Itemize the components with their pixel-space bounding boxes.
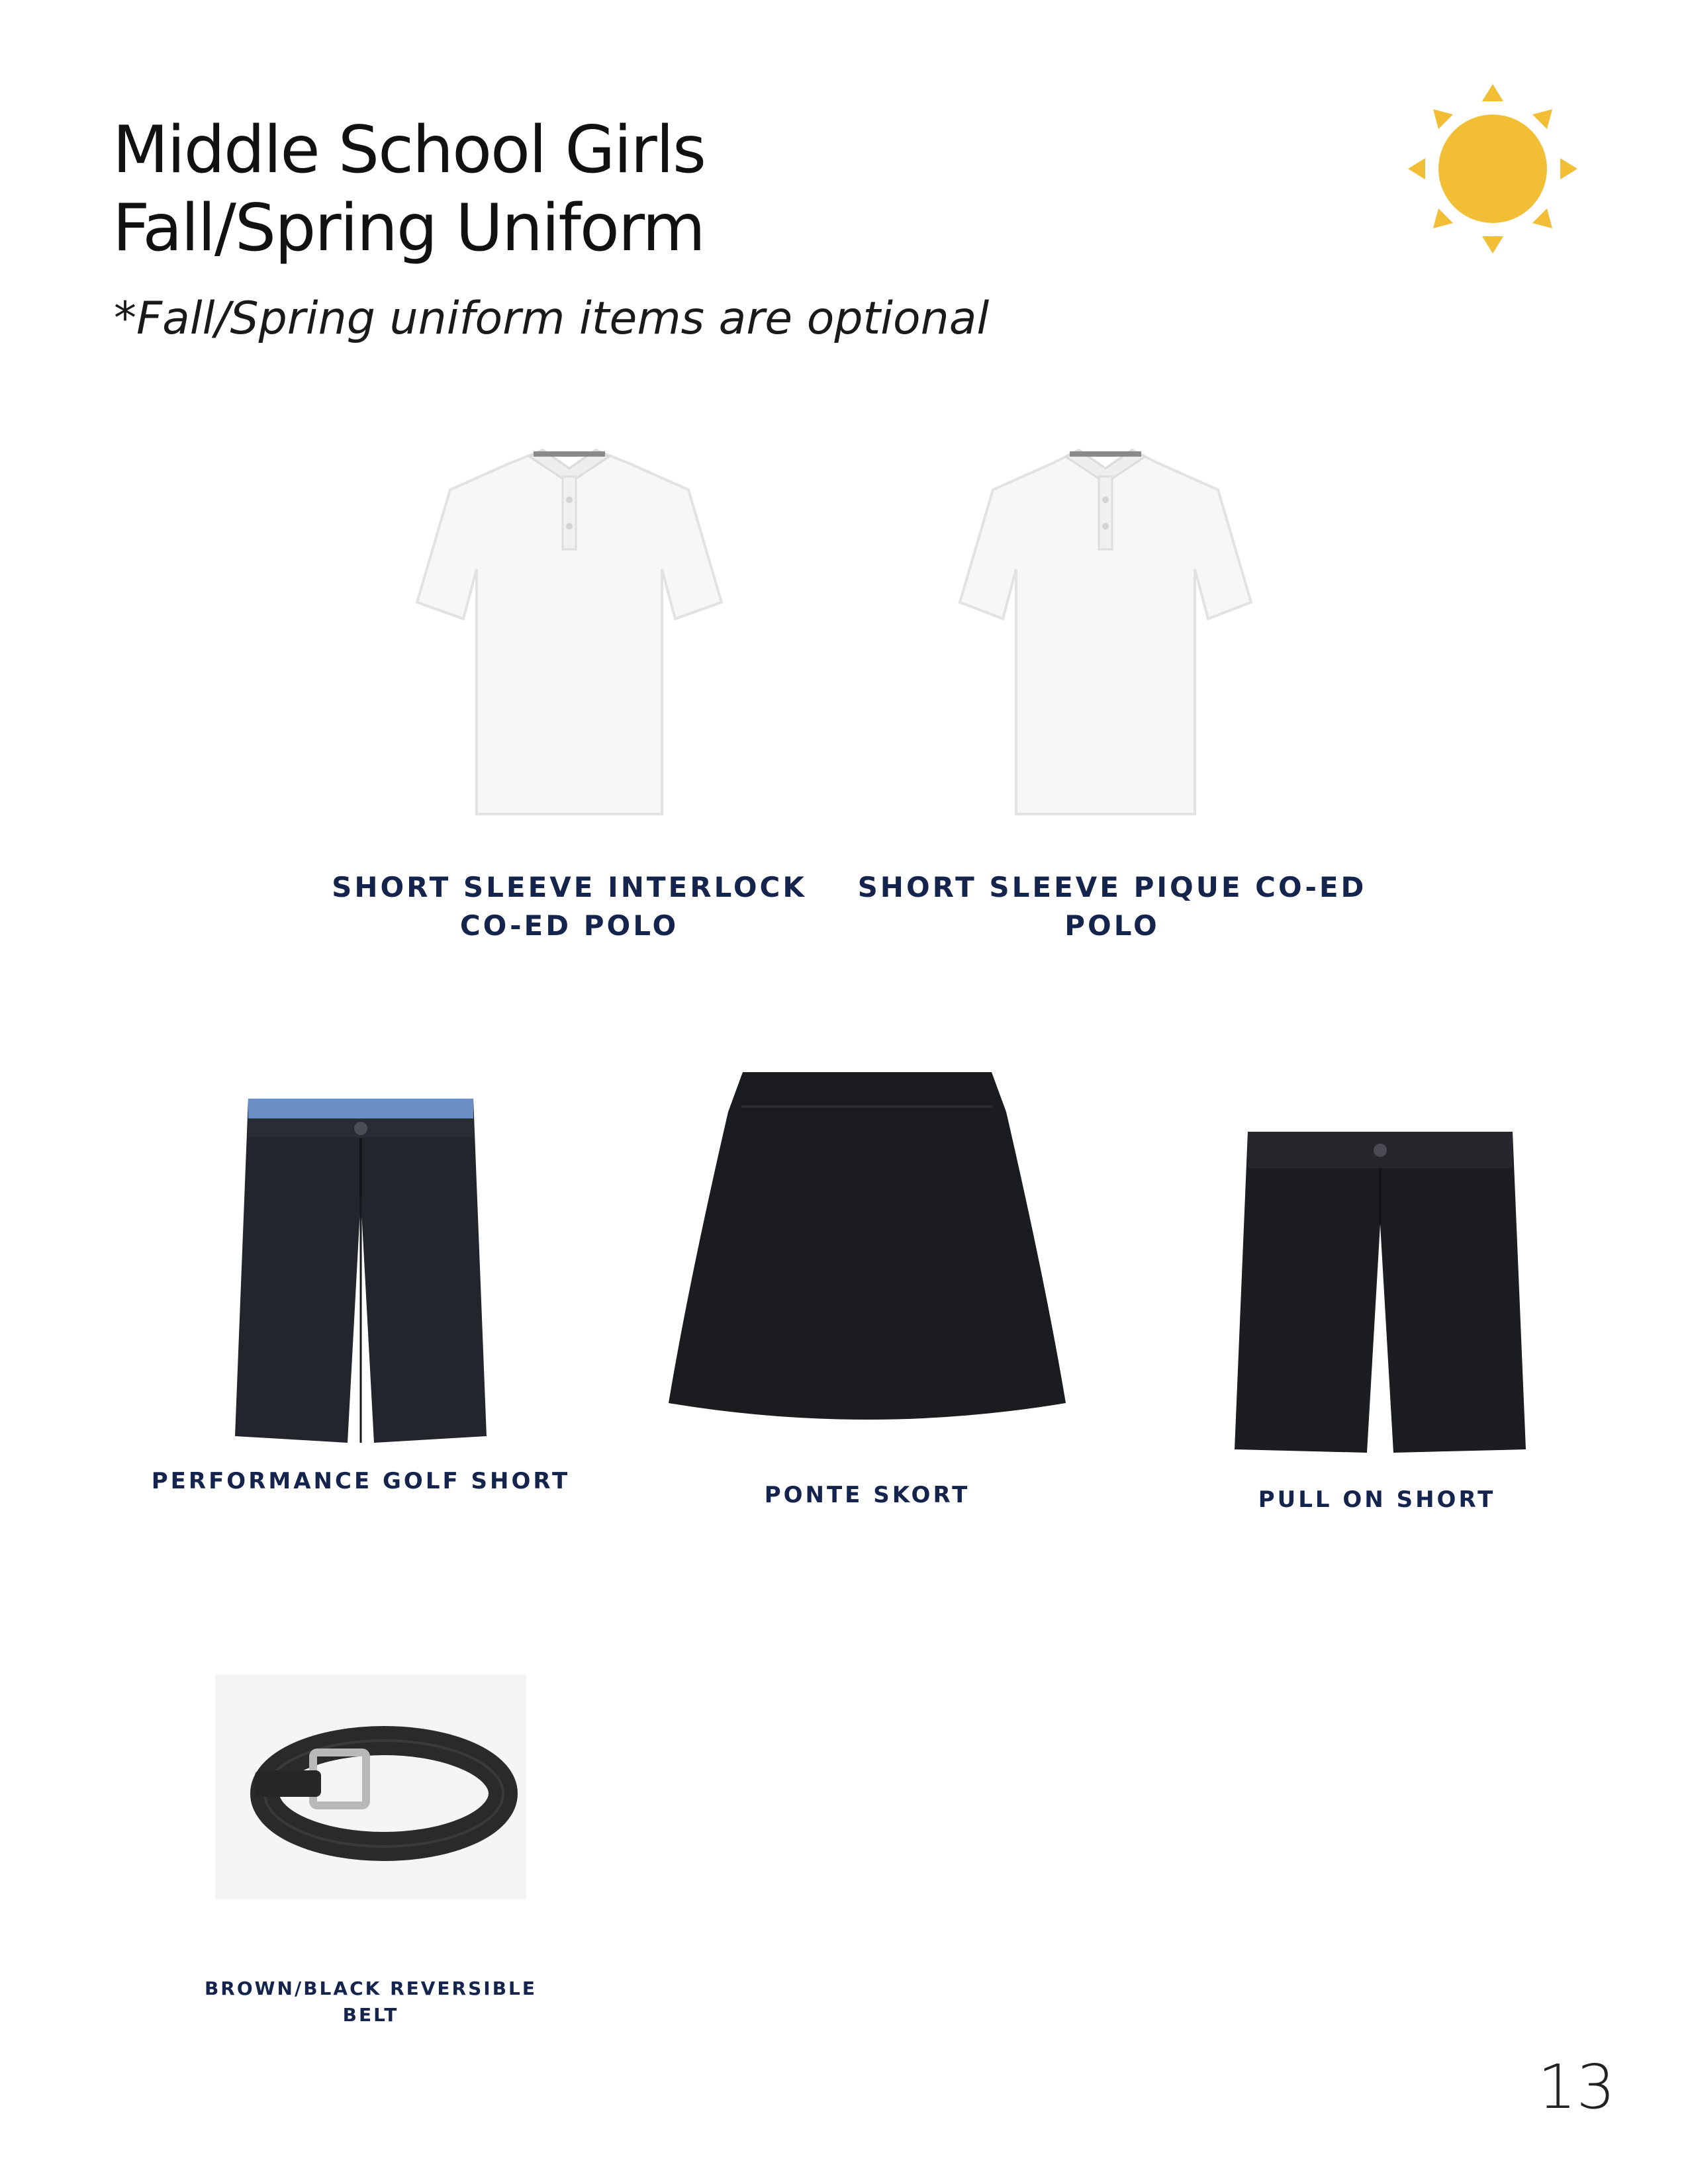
page-subtitle: *Fall/Spring uniform items are optional bbox=[114, 293, 990, 345]
golf-short-image bbox=[228, 1092, 493, 1449]
label-line: BROWN/BLACK REVERSIBLE bbox=[204, 1978, 538, 1999]
belt-label bbox=[172, 1976, 569, 2028]
label-line: POLO bbox=[1064, 909, 1160, 942]
label-line: PULL ON SHORT bbox=[1258, 1486, 1496, 1513]
label-line: SHORT SLEEVE PIQUE CO-ED bbox=[857, 871, 1367, 903]
pull-on-short-label bbox=[1198, 1484, 1556, 1516]
pull-on-short-image bbox=[1231, 1125, 1529, 1456]
page-title bbox=[113, 111, 705, 267]
label-line: SHORT SLEEVE INTERLOCK bbox=[332, 871, 807, 903]
interlock-polo-label bbox=[305, 868, 834, 945]
sun-icon bbox=[1407, 83, 1579, 255]
golf-short-label bbox=[149, 1465, 573, 1497]
title-line-1: Middle School Girls bbox=[113, 113, 706, 188]
belt-image bbox=[215, 1674, 526, 1899]
label-line: BELT bbox=[342, 2004, 399, 2026]
label-line: CO-ED POLO bbox=[459, 909, 679, 942]
interlock-polo-image bbox=[410, 437, 728, 821]
label-line: PONTE SKORT bbox=[764, 1482, 970, 1508]
ponte-skort-image bbox=[662, 1066, 1072, 1436]
page-number: 13 bbox=[1537, 2052, 1615, 2122]
label-line: PERFORMANCE GOLF SHORT bbox=[151, 1468, 571, 1494]
title-line-2: Fall/Spring Uniform bbox=[113, 191, 704, 266]
pique-polo-image bbox=[953, 437, 1258, 821]
ponte-skort-label bbox=[662, 1479, 1072, 1511]
pique-polo-label bbox=[854, 868, 1370, 945]
